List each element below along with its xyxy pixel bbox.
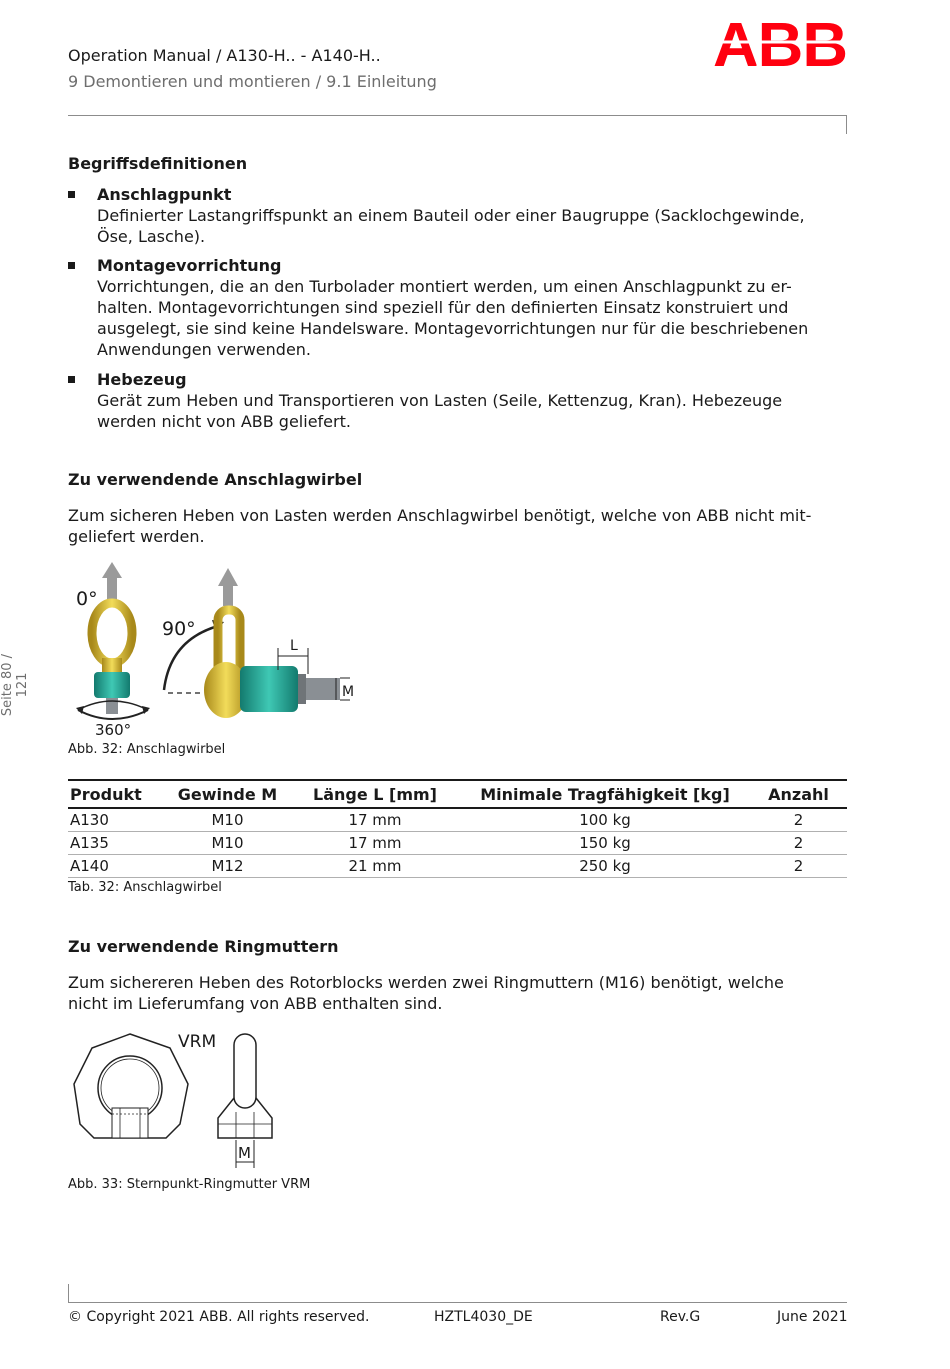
angle-0-label: 0° bbox=[76, 588, 98, 610]
document-title: Operation Manual / A130-H.. - A140-H.. bbox=[68, 46, 381, 65]
table-cell: A140 bbox=[68, 855, 165, 878]
desc-line: Definierter Lastangriffspunkt an einem Bauteil oder einer Baugruppe (Sacklochgewinde, bbox=[97, 206, 805, 225]
table-32-caption: Tab. 32: Anschlagwirbel bbox=[68, 880, 222, 895]
col-header-thread: Gewinde M bbox=[165, 780, 290, 808]
table-cell: M10 bbox=[165, 808, 290, 832]
table-header-row bbox=[68, 780, 847, 808]
table-cell: 17 mm bbox=[290, 808, 460, 832]
definition-description bbox=[97, 205, 847, 247]
table-cell: 17 mm bbox=[290, 832, 460, 855]
bullet-square-icon bbox=[68, 262, 75, 269]
footer-date: June 2021 bbox=[777, 1309, 848, 1325]
col-header-length: Länge L [mm] bbox=[290, 780, 460, 808]
table-cell: 2 bbox=[750, 855, 847, 878]
definition-term: Montagevorrichtung bbox=[97, 256, 282, 275]
table-cell: 100 kg bbox=[460, 808, 750, 832]
table-row bbox=[68, 808, 847, 832]
definition-description bbox=[97, 390, 847, 432]
footer-revision: Rev.G bbox=[660, 1309, 701, 1325]
length-l-label: L bbox=[290, 638, 298, 654]
definition-term: Anschlagpunkt bbox=[97, 185, 232, 204]
desc-line: werden nicht von ABB geliefert. bbox=[97, 412, 351, 431]
desc-line: Gerät zum Heben und Transportieren von Lasten (Seile, Kettenzug, Kran). Hebezeuge bbox=[97, 391, 783, 410]
desc-line: ausgelegt, sie sind keine Handelsware. Montagevorrichtungen nur für die beschriebenen bbox=[97, 319, 809, 338]
thread-m-label: M bbox=[238, 1144, 251, 1162]
col-header-capacity: Minimale Tragfähigkeit [kg] bbox=[460, 780, 750, 808]
arrow-up-icon bbox=[102, 562, 122, 600]
header-rule-tick bbox=[846, 115, 847, 134]
swivels-heading: Zu verwendende Anschlagwirbel bbox=[68, 470, 363, 489]
table-cell: A135 bbox=[68, 832, 165, 855]
text-line: nicht im Lieferumfang von ABB enthalten sind. bbox=[68, 994, 443, 1013]
text-line: Zum sicheren Heben von Lasten werden Anschlagwirbel benötigt, welche von ABB nicht mit- bbox=[68, 506, 812, 525]
swivels-text bbox=[68, 505, 848, 547]
arrow-up-icon bbox=[218, 568, 238, 606]
thread-m-label: M bbox=[342, 684, 355, 700]
desc-line: Anwendungen verwenden. bbox=[97, 340, 312, 359]
table-cell: A130 bbox=[68, 808, 165, 832]
text-line: Zum sichereren Heben des Rotorblocks werden zwei Ringmuttern (M16) benötigt, welche bbox=[68, 973, 784, 992]
definition-description bbox=[97, 276, 847, 360]
angle-90-label: 90° bbox=[162, 618, 196, 640]
page-number-vertical: Seite 80 / 121 bbox=[0, 653, 30, 717]
desc-line: Öse, Lasche). bbox=[97, 227, 206, 246]
footer-doc-id: HZTL4030_DE bbox=[434, 1309, 533, 1325]
figure-32-caption: Abb. 32: Anschlagwirbel bbox=[68, 742, 226, 757]
swivel-figure bbox=[68, 558, 368, 747]
bullet-square-icon bbox=[68, 376, 75, 383]
table-cell: 150 kg bbox=[460, 832, 750, 855]
table-cell: M12 bbox=[165, 855, 290, 878]
vrm-label: VRM bbox=[178, 1032, 217, 1052]
col-header-count: Anzahl bbox=[750, 780, 847, 808]
footer-copyright: © Copyright 2021 ABB. All rights reserved. bbox=[68, 1309, 370, 1325]
text-line: geliefert werden. bbox=[68, 527, 205, 546]
ringnuts-heading: Zu verwendende Ringmuttern bbox=[68, 937, 339, 956]
desc-line: Vorrichtungen, die an den Turbolader montiert werden, um einen Anschlagpunkt zu er- bbox=[97, 277, 792, 296]
angle-360-label: 360° bbox=[95, 721, 132, 739]
swivel-illustration bbox=[68, 558, 368, 743]
ringnuts-text bbox=[68, 972, 848, 1014]
table-cell: 2 bbox=[750, 832, 847, 855]
breadcrumb: 9 Demontieren und montieren / 9.1 Einleitung bbox=[68, 72, 437, 91]
figure-33-caption: Abb. 33: Sternpunkt-Ringmutter VRM bbox=[68, 1177, 311, 1192]
ringnut-figure bbox=[68, 1028, 308, 1177]
footer-rule bbox=[68, 1302, 847, 1303]
definitions-heading: Begriffsdefinitionen bbox=[68, 154, 248, 173]
table-cell: M10 bbox=[165, 832, 290, 855]
col-header-product: Produkt bbox=[68, 780, 165, 808]
svg-text:ABB: ABB bbox=[713, 14, 847, 70]
table-row bbox=[68, 855, 847, 878]
header-rule bbox=[68, 115, 847, 116]
table-cell: 250 kg bbox=[460, 855, 750, 878]
table-cell: 2 bbox=[750, 808, 847, 832]
table-row bbox=[68, 832, 847, 855]
table-cell: 21 mm bbox=[290, 855, 460, 878]
abb-logo bbox=[712, 14, 848, 74]
desc-line: halten. Montagevorrichtungen sind speziell für den definierten Einsatz konstruiert und bbox=[97, 298, 789, 317]
definition-term: Hebezeug bbox=[97, 370, 187, 389]
bullet-square-icon bbox=[68, 191, 75, 198]
footer-rule-tick bbox=[68, 1284, 69, 1303]
swivel-table bbox=[68, 779, 847, 878]
